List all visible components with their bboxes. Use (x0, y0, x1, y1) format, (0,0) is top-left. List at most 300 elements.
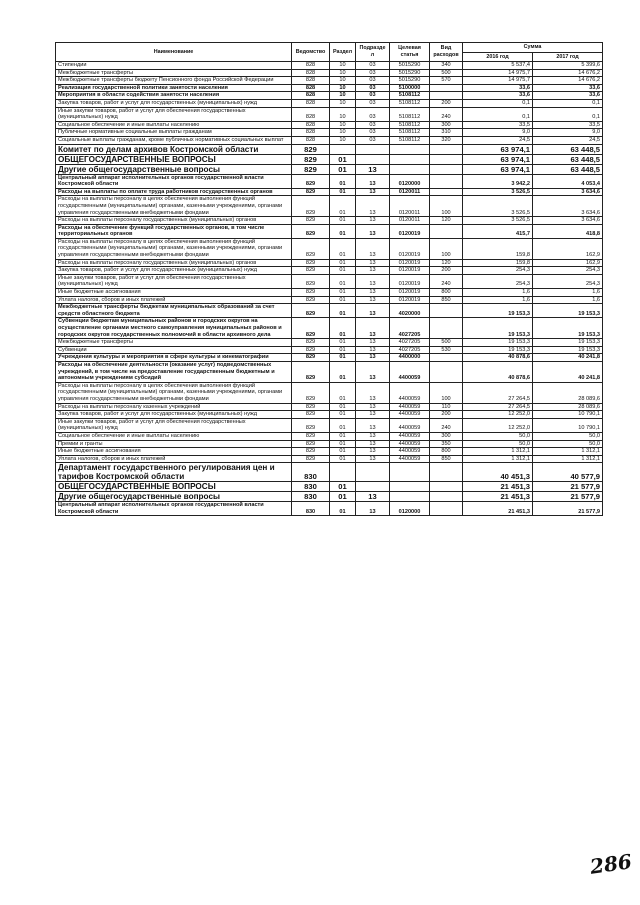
row-target (390, 482, 430, 492)
row-section: 10 (330, 129, 356, 137)
row-2016-value: 1 312,1 (463, 455, 533, 463)
row-dept: 828 (292, 69, 330, 77)
row-2017-value: 1,6 (533, 296, 603, 304)
row-target (390, 154, 430, 164)
row-dept: 828 (292, 129, 330, 137)
row-section: 01 (330, 289, 356, 297)
row-section: 01 (330, 455, 356, 463)
table-row (56, 84, 603, 92)
row-2016-value: 3 526,5 (463, 196, 533, 217)
row-target: 4400059 (390, 440, 430, 448)
row-subsection: 13 (356, 289, 390, 297)
row-2016-value: 63 974,1 (463, 164, 533, 174)
row-section: 01 (330, 482, 356, 492)
row-name: Комитет по делам архивов Костромской области (56, 144, 292, 154)
row-2017-value: 19 153,3 (533, 304, 603, 318)
table-row (56, 129, 603, 137)
row-name: Расходы на выплаты персоналу в целях обеспечения выполнения функций государственными (муниципальными) органами, казенными учреждениями, органами управления государственными внебюджетными фондами (56, 382, 292, 403)
header-section: Раздел (330, 43, 356, 62)
row-expense (430, 304, 463, 318)
row-subsection: 13 (356, 440, 390, 448)
row-2017-value: 33,6 (533, 92, 603, 100)
row-2016-value: 3 526,5 (463, 217, 533, 225)
row-subsection (356, 154, 390, 164)
row-subsection: 03 (356, 99, 390, 107)
row-2017-value: 3 634,6 (533, 217, 603, 225)
row-subsection: 13 (356, 455, 390, 463)
table-row (56, 403, 603, 411)
table-row (56, 274, 603, 288)
row-expense: 120 (430, 217, 463, 225)
row-target: 4027205 (390, 346, 430, 354)
row-2017-value: 254,3 (533, 274, 603, 288)
row-target: 0120019 (390, 274, 430, 288)
row-2016-value: 12 252,0 (463, 418, 533, 432)
row-subsection: 13 (356, 196, 390, 217)
row-2016-value: 159,8 (463, 238, 533, 259)
row-name: Стипендии (56, 62, 292, 70)
row-expense (430, 361, 463, 382)
row-dept: 828 (292, 77, 330, 85)
table-row (56, 448, 603, 456)
row-target: 5108112 (390, 129, 430, 137)
row-target: 5108112 (390, 121, 430, 129)
row-target: 5100000 (390, 84, 430, 92)
table-row (56, 259, 603, 267)
row-subsection: 13 (356, 411, 390, 419)
row-expense: 500 (430, 339, 463, 347)
row-expense (430, 482, 463, 492)
row-dept: 829 (292, 296, 330, 304)
row-2017-value: 63 448,5 (533, 144, 603, 154)
row-dept: 828 (292, 84, 330, 92)
row-2017-value: 10 790,1 (533, 418, 603, 432)
row-expense (430, 224, 463, 238)
row-target: 4400059 (390, 448, 430, 456)
row-dept: 830 (292, 482, 330, 492)
row-2017-value: 3 634,6 (533, 188, 603, 196)
row-2016-value: 40 451,3 (463, 463, 533, 482)
row-2017-value: 33,6 (533, 84, 603, 92)
row-expense (430, 492, 463, 502)
row-expense: 800 (430, 448, 463, 456)
row-2016-value: 19 153,3 (463, 339, 533, 347)
table-row (56, 502, 603, 516)
row-subsection (356, 463, 390, 482)
table-row (56, 463, 603, 482)
row-2016-value: 1 312,1 (463, 448, 533, 456)
row-2017-value: 5 399,6 (533, 62, 603, 70)
row-subsection: 13 (356, 238, 390, 259)
header-dept: Ведомство (292, 43, 330, 62)
row-dept: 829 (292, 339, 330, 347)
row-section: 01 (330, 448, 356, 456)
row-expense (430, 164, 463, 174)
row-section: 01 (330, 418, 356, 432)
row-name: ОБЩЕГОСУДАРСТВЕННЫЕ ВОПРОСЫ (56, 154, 292, 164)
row-section: 01 (330, 196, 356, 217)
row-expense: 850 (430, 296, 463, 304)
row-name: Межбюджетные трансферты (56, 339, 292, 347)
row-section: 10 (330, 121, 356, 129)
row-dept: 829 (292, 267, 330, 275)
row-2016-value: 14 975,7 (463, 77, 533, 85)
table-row (56, 154, 603, 164)
header-year-2017: 2017 год (533, 53, 603, 62)
row-expense: 340 (430, 62, 463, 70)
row-2016-value: 63 974,1 (463, 144, 533, 154)
row-dept: 828 (292, 121, 330, 129)
row-subsection (356, 482, 390, 492)
row-2016-value: 21 451,3 (463, 502, 533, 516)
row-2017-value: 63 448,5 (533, 154, 603, 164)
table-row (56, 354, 603, 362)
row-name: Расходы на обеспечение деятельности (оказание услуг) подведомственных учреждений, в том числе на предоставление государственным бюджетным и автономным учреждениям субсидий (56, 361, 292, 382)
row-2017-value: 33,5 (533, 121, 603, 129)
row-2017-value: 28 089,6 (533, 382, 603, 403)
row-2016-value: 254,3 (463, 267, 533, 275)
row-2017-value: 19 153,3 (533, 339, 603, 347)
row-2017-value: 19 153,3 (533, 346, 603, 354)
row-expense: 530 (430, 346, 463, 354)
row-section: 01 (330, 164, 356, 174)
row-2016-value: 9,0 (463, 129, 533, 137)
row-2017-value: 1 312,1 (533, 455, 603, 463)
row-2017-value: 3 634,6 (533, 196, 603, 217)
row-section (330, 463, 356, 482)
table-row (56, 144, 603, 154)
row-name: Расходы на выплаты персоналу государственных (муниципальных) органов (56, 217, 292, 225)
row-target: 0120019 (390, 238, 430, 259)
row-target: 4400059 (390, 411, 430, 419)
header-year-2016: 2016 год (463, 53, 533, 62)
row-2017-value: 10 790,1 (533, 411, 603, 419)
row-section: 10 (330, 136, 356, 144)
row-2017-value: 9,0 (533, 129, 603, 137)
row-name: Субвенции (56, 346, 292, 354)
row-expense: 310 (430, 129, 463, 137)
row-section: 01 (330, 502, 356, 516)
row-expense: 570 (430, 77, 463, 85)
row-section: 01 (330, 188, 356, 196)
row-dept: 829 (292, 361, 330, 382)
row-name: Реализация государственной политики занятости населения (56, 84, 292, 92)
row-expense: 200 (430, 411, 463, 419)
table-row (56, 482, 603, 492)
row-name: Уплата налогов, сборов и иных платежей (56, 296, 292, 304)
row-expense: 120 (430, 259, 463, 267)
table-row (56, 296, 603, 304)
row-dept: 829 (292, 238, 330, 259)
row-subsection: 03 (356, 92, 390, 100)
row-subsection: 03 (356, 121, 390, 129)
row-subsection: 13 (356, 382, 390, 403)
row-section: 10 (330, 77, 356, 85)
row-2016-value: 19 153,3 (463, 304, 533, 318)
table-row (56, 196, 603, 217)
row-2016-value: 40 878,6 (463, 361, 533, 382)
row-subsection: 13 (356, 318, 390, 339)
row-2016-value: 159,8 (463, 259, 533, 267)
row-dept: 829 (292, 448, 330, 456)
table-row (56, 432, 603, 440)
row-2017-value: 40 241,8 (533, 361, 603, 382)
row-section: 01 (330, 411, 356, 419)
row-target: 5108112 (390, 136, 430, 144)
row-expense: 850 (430, 455, 463, 463)
row-expense: 320 (430, 136, 463, 144)
row-subsection: 13 (356, 354, 390, 362)
row-2017-value: 0,1 (533, 99, 603, 107)
row-name: Расходы на выплаты персоналу в целях обеспечения выполнения функций государственными (муниципальными) органами, казенными учреждениями, органами управления государственными внебюджетными фондами (56, 238, 292, 259)
table-row (56, 418, 603, 432)
row-section: 10 (330, 99, 356, 107)
row-section: 01 (330, 339, 356, 347)
table-row (56, 411, 603, 419)
table-row (56, 361, 603, 382)
row-dept: 829 (292, 174, 330, 188)
row-section: 01 (330, 154, 356, 164)
row-dept: 829 (292, 354, 330, 362)
row-dept: 830 (292, 502, 330, 516)
row-subsection: 13 (356, 492, 390, 502)
row-section: 01 (330, 296, 356, 304)
table-row (56, 238, 603, 259)
row-target: 5015290 (390, 69, 430, 77)
row-section: 10 (330, 69, 356, 77)
row-subsection: 03 (356, 107, 390, 121)
row-subsection: 13 (356, 217, 390, 225)
row-subsection: 03 (356, 62, 390, 70)
row-2016-value: 19 153,3 (463, 318, 533, 339)
row-section: 10 (330, 62, 356, 70)
row-2017-value: 40 577,9 (533, 463, 603, 482)
row-2017-value: 19 153,3 (533, 318, 603, 339)
row-target: 4400059 (390, 361, 430, 382)
row-section: 01 (330, 432, 356, 440)
row-2017-value: 162,9 (533, 238, 603, 259)
row-name: Другие общегосударственные вопросы (56, 492, 292, 502)
table-row (56, 92, 603, 100)
row-section: 10 (330, 107, 356, 121)
row-target: 4400059 (390, 418, 430, 432)
row-name: Премии и гранты (56, 440, 292, 448)
table-row (56, 318, 603, 339)
table-row (56, 164, 603, 174)
row-section: 01 (330, 274, 356, 288)
row-subsection: 13 (356, 346, 390, 354)
row-dept: 829 (292, 154, 330, 164)
row-dept: 829 (292, 411, 330, 419)
table-row (56, 69, 603, 77)
row-2016-value: 40 878,6 (463, 354, 533, 362)
row-dept: 828 (292, 107, 330, 121)
row-name: Социальное обеспечение и иные выплаты населению (56, 432, 292, 440)
row-subsection: 13 (356, 188, 390, 196)
row-expense (430, 188, 463, 196)
row-name: Иные бюджетные ассигнования (56, 448, 292, 456)
row-2017-value: 21 577,9 (533, 482, 603, 492)
row-2017-value: 0,1 (533, 107, 603, 121)
row-subsection: 13 (356, 304, 390, 318)
row-dept: 829 (292, 382, 330, 403)
row-expense (430, 92, 463, 100)
row-expense: 350 (430, 440, 463, 448)
row-2016-value: 24,5 (463, 136, 533, 144)
row-section (330, 144, 356, 154)
table-row (56, 121, 603, 129)
row-expense: 200 (430, 267, 463, 275)
row-2017-value: 1 312,1 (533, 448, 603, 456)
row-subsection: 13 (356, 274, 390, 288)
row-subsection: 13 (356, 502, 390, 516)
table-row (56, 188, 603, 196)
row-2017-value: 24,5 (533, 136, 603, 144)
row-2016-value: 19 153,3 (463, 346, 533, 354)
row-2017-value: 50,0 (533, 432, 603, 440)
row-section: 01 (330, 382, 356, 403)
table-row (56, 440, 603, 448)
table-row (56, 304, 603, 318)
row-expense (430, 84, 463, 92)
row-2017-value: 418,8 (533, 224, 603, 238)
table-row (56, 382, 603, 403)
row-name: Субвенции бюджетам муниципальных районов и городских округов на осуществление органами местного самоуправления муниципальных районов и городских округов государственных полномочий в области архивного дела (56, 318, 292, 339)
row-name: Иные закупки товаров, работ и услуг для обеспечения государственных (муниципальных) нужд (56, 274, 292, 288)
row-name: Центральный аппарат исполнительных органов государственной власти Костромской области (56, 502, 292, 516)
row-dept: 829 (292, 224, 330, 238)
row-2016-value: 0,1 (463, 99, 533, 107)
row-target (390, 492, 430, 502)
row-subsection: 03 (356, 84, 390, 92)
row-subsection: 13 (356, 224, 390, 238)
row-subsection: 03 (356, 129, 390, 137)
row-target (390, 144, 430, 154)
row-section: 01 (330, 492, 356, 502)
row-dept: 829 (292, 403, 330, 411)
row-target: 0120011 (390, 196, 430, 217)
row-target: 4020000 (390, 304, 430, 318)
row-target: 4027205 (390, 318, 430, 339)
page-number: 286 (588, 849, 634, 879)
header-subsection: Подраздел (356, 43, 390, 62)
row-subsection: 03 (356, 77, 390, 85)
row-expense: 100 (430, 196, 463, 217)
row-name: Публичные нормативные социальные выплаты гражданам (56, 129, 292, 137)
row-section: 01 (330, 354, 356, 362)
row-dept: 829 (292, 432, 330, 440)
row-name: Социальные выплаты гражданам, кроме публичных нормативных социальных выплат (56, 136, 292, 144)
row-dept: 829 (292, 289, 330, 297)
row-name: Межбюджетные трансферты бюджетам муниципальных образований за счет средств областного бюджета (56, 304, 292, 318)
row-dept: 828 (292, 92, 330, 100)
row-section: 01 (330, 267, 356, 275)
row-dept: 829 (292, 259, 330, 267)
row-target: 0120019 (390, 267, 430, 275)
table-row (56, 62, 603, 70)
row-name: Расходы на выплаты по оплате труда работников государственных органов (56, 188, 292, 196)
row-2017-value: 254,3 (533, 267, 603, 275)
row-name: Учреждения культуры и мероприятия в сфере культуры и кинематографии (56, 354, 292, 362)
row-name: Иные закупки товаров, работ и услуг для обеспечения государственных (муниципальных) нужд (56, 107, 292, 121)
row-subsection: 03 (356, 136, 390, 144)
row-expense: 300 (430, 121, 463, 129)
row-2016-value: 5 537,4 (463, 62, 533, 70)
row-expense (430, 144, 463, 154)
row-expense: 240 (430, 107, 463, 121)
row-dept: 829 (292, 440, 330, 448)
row-name: Межбюджетные трансферты бюджету Пенсионного фонда Российской Федерации (56, 77, 292, 85)
header-target: Целевая статья (390, 43, 430, 62)
row-target: 4400059 (390, 403, 430, 411)
row-name: Иные бюджетные ассигнования (56, 289, 292, 297)
row-2016-value: 12 252,0 (463, 411, 533, 419)
row-2016-value: 1,6 (463, 296, 533, 304)
row-dept: 828 (292, 99, 330, 107)
header-sum: Сумма (463, 43, 603, 53)
row-2016-value: 33,6 (463, 84, 533, 92)
row-subsection: 13 (356, 418, 390, 432)
row-section: 01 (330, 318, 356, 339)
row-target: 4400059 (390, 382, 430, 403)
row-target: 0120019 (390, 224, 430, 238)
row-name: Уплата налогов, сборов и иных платежей (56, 455, 292, 463)
table-row (56, 492, 603, 502)
row-section: 01 (330, 174, 356, 188)
row-2016-value: 50,0 (463, 432, 533, 440)
row-name: Другие общегосударственные вопросы (56, 164, 292, 174)
row-expense: 100 (430, 238, 463, 259)
row-2016-value: 3 526,5 (463, 188, 533, 196)
table-row (56, 136, 603, 144)
row-expense: 240 (430, 274, 463, 288)
table-row (56, 267, 603, 275)
row-dept: 829 (292, 274, 330, 288)
row-2016-value: 415,7 (463, 224, 533, 238)
row-2017-value: 14 676,2 (533, 69, 603, 77)
row-2016-value: 21 451,3 (463, 492, 533, 502)
row-dept: 829 (292, 188, 330, 196)
row-name: Расходы на выплаты персоналу казенных учреждений (56, 403, 292, 411)
row-target: 5108112 (390, 107, 430, 121)
row-section: 01 (330, 224, 356, 238)
row-target: 4027205 (390, 339, 430, 347)
row-section: 10 (330, 92, 356, 100)
row-name: Центральный аппарат исполнительных органов государственной власти Костромской области (56, 174, 292, 188)
row-expense (430, 154, 463, 164)
row-target: 5015290 (390, 77, 430, 85)
table-body (56, 62, 603, 516)
table-row (56, 339, 603, 347)
row-target: 5015290 (390, 62, 430, 70)
row-expense: 100 (430, 382, 463, 403)
row-subsection: 13 (356, 403, 390, 411)
row-dept: 828 (292, 62, 330, 70)
row-dept: 829 (292, 217, 330, 225)
row-dept: 829 (292, 144, 330, 154)
row-target: 4400059 (390, 432, 430, 440)
row-dept: 830 (292, 463, 330, 482)
row-2017-value: 21 577,9 (533, 492, 603, 502)
header-expense: Вид расходов (430, 43, 463, 62)
row-expense: 240 (430, 418, 463, 432)
row-section: 01 (330, 346, 356, 354)
row-expense (430, 463, 463, 482)
row-target: 0120000 (390, 502, 430, 516)
table-row (56, 224, 603, 238)
table-row (56, 217, 603, 225)
row-target: 4400000 (390, 354, 430, 362)
